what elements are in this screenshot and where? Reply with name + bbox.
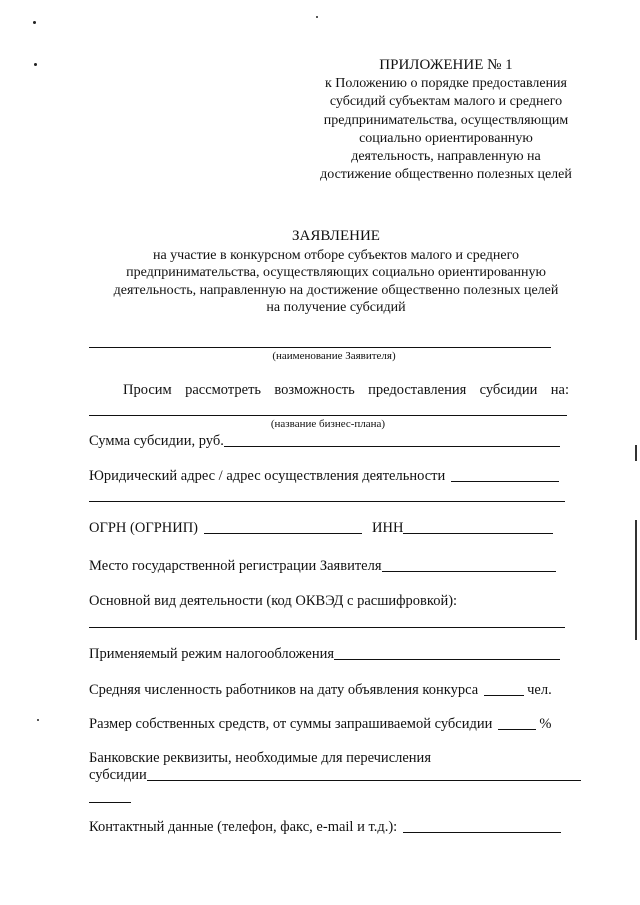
main-activity-field[interactable] [89, 627, 565, 628]
avg-staff-label: Средняя численность работников на дату объявления конкурса [89, 682, 479, 698]
avg-staff-row [89, 682, 552, 699]
request-word: Просим [123, 382, 172, 398]
inn-field[interactable] [403, 533, 553, 534]
request-word: рассмотреть [185, 382, 262, 398]
main-activity-row [89, 593, 457, 610]
document-title: ЗАЯВЛЕНИЕ [292, 228, 380, 244]
legal-address-field[interactable] [451, 481, 559, 482]
tax-regime-label: Применяемый режим налогообложения [89, 646, 335, 662]
bank-details-row-1 [89, 750, 431, 767]
ogrn-label: ОГРН (ОГРНИП) [89, 520, 199, 536]
appendix-number: ПРИЛОЖЕНИЕ № 1 [379, 57, 513, 73]
heading-line: деятельность, направленную на достижение общественно полезных целей [113, 282, 559, 298]
appendix-line: деятельность, направленную на [351, 149, 541, 165]
main-activity-label: Основной вид деятельности (код ОКВЭД с расшифровкой): [89, 593, 458, 609]
business-plan-field[interactable] [89, 415, 567, 416]
bank-details-field[interactable] [147, 780, 581, 781]
subsidy-sum-label: Сумма субсидии, руб. [89, 433, 224, 449]
appendix-line: к Положению о порядке предоставления [325, 76, 567, 92]
bank-details-label-continued: субсидии [89, 767, 147, 783]
contacts-row [89, 819, 561, 836]
own-funds-label: Размер собственных средств, от суммы запрашиваемой субсидии [89, 716, 493, 732]
legal-address-row [89, 468, 559, 485]
tax-regime-field[interactable] [334, 659, 560, 660]
inn-label: ИНН [372, 520, 404, 536]
scan-speck [34, 63, 37, 66]
ogrn-inn-row [89, 520, 553, 537]
contacts-field[interactable] [403, 832, 561, 833]
contacts-label: Контактный данные (телефон, факс, e-mail и т.д.): [89, 819, 398, 835]
binding-edge-mark [635, 520, 637, 640]
legal-address-field-continued[interactable] [89, 501, 565, 502]
bank-details-field-continued[interactable] [89, 802, 131, 803]
request-word: субсидии [479, 382, 538, 398]
subsidy-sum-field[interactable] [224, 446, 560, 447]
registration-place-row [89, 558, 556, 575]
appendix-line: достижение общественно полезных целей [320, 167, 572, 183]
request-sentence [123, 382, 569, 399]
request-word: на: [550, 382, 569, 398]
appendix-block [300, 56, 592, 184]
avg-staff-field[interactable] [484, 695, 524, 696]
own-funds-field[interactable] [498, 729, 536, 730]
scan-speck [33, 21, 36, 24]
appendix-line: социально ориентированную [359, 130, 533, 146]
registration-place-label: Место государственной регистрации Заявителя [89, 558, 382, 574]
scan-speck [316, 16, 318, 18]
subsidy-sum-row [89, 433, 560, 450]
own-funds-unit: % [539, 716, 552, 732]
bank-details-row-2 [89, 767, 581, 784]
bank-details-label: Банковские реквизиты, необходимые для перечисления [89, 750, 431, 766]
applicant-name-caption: (наименование Заявителя) [272, 350, 396, 362]
request-word: предоставления [368, 382, 467, 398]
registration-place-field[interactable] [382, 571, 556, 572]
heading-line: на получение субсидий [266, 300, 406, 315]
ogrn-field[interactable] [204, 533, 362, 534]
document-heading [70, 228, 602, 317]
request-word: возможность [274, 382, 355, 398]
appendix-line: субсидий субъектам малого и среднего [329, 94, 563, 110]
appendix-line: предпринимательства, осуществляющим [323, 112, 569, 128]
tax-regime-row [89, 646, 560, 663]
legal-address-label: Юридический адрес / адрес осуществления деятельности [89, 468, 446, 484]
heading-line: на участие в конкурсном отборе субъектов малого и среднего [152, 247, 520, 263]
binding-edge-mark [635, 445, 637, 461]
business-plan-caption: (название бизнес-плана) [270, 418, 386, 430]
avg-staff-unit: чел. [527, 682, 552, 698]
own-funds-row [89, 716, 551, 733]
applicant-name-field[interactable] [89, 347, 551, 348]
scan-speck [37, 719, 39, 721]
heading-line: предпринимательства, осуществляющих социально ориентированную [126, 265, 546, 280]
